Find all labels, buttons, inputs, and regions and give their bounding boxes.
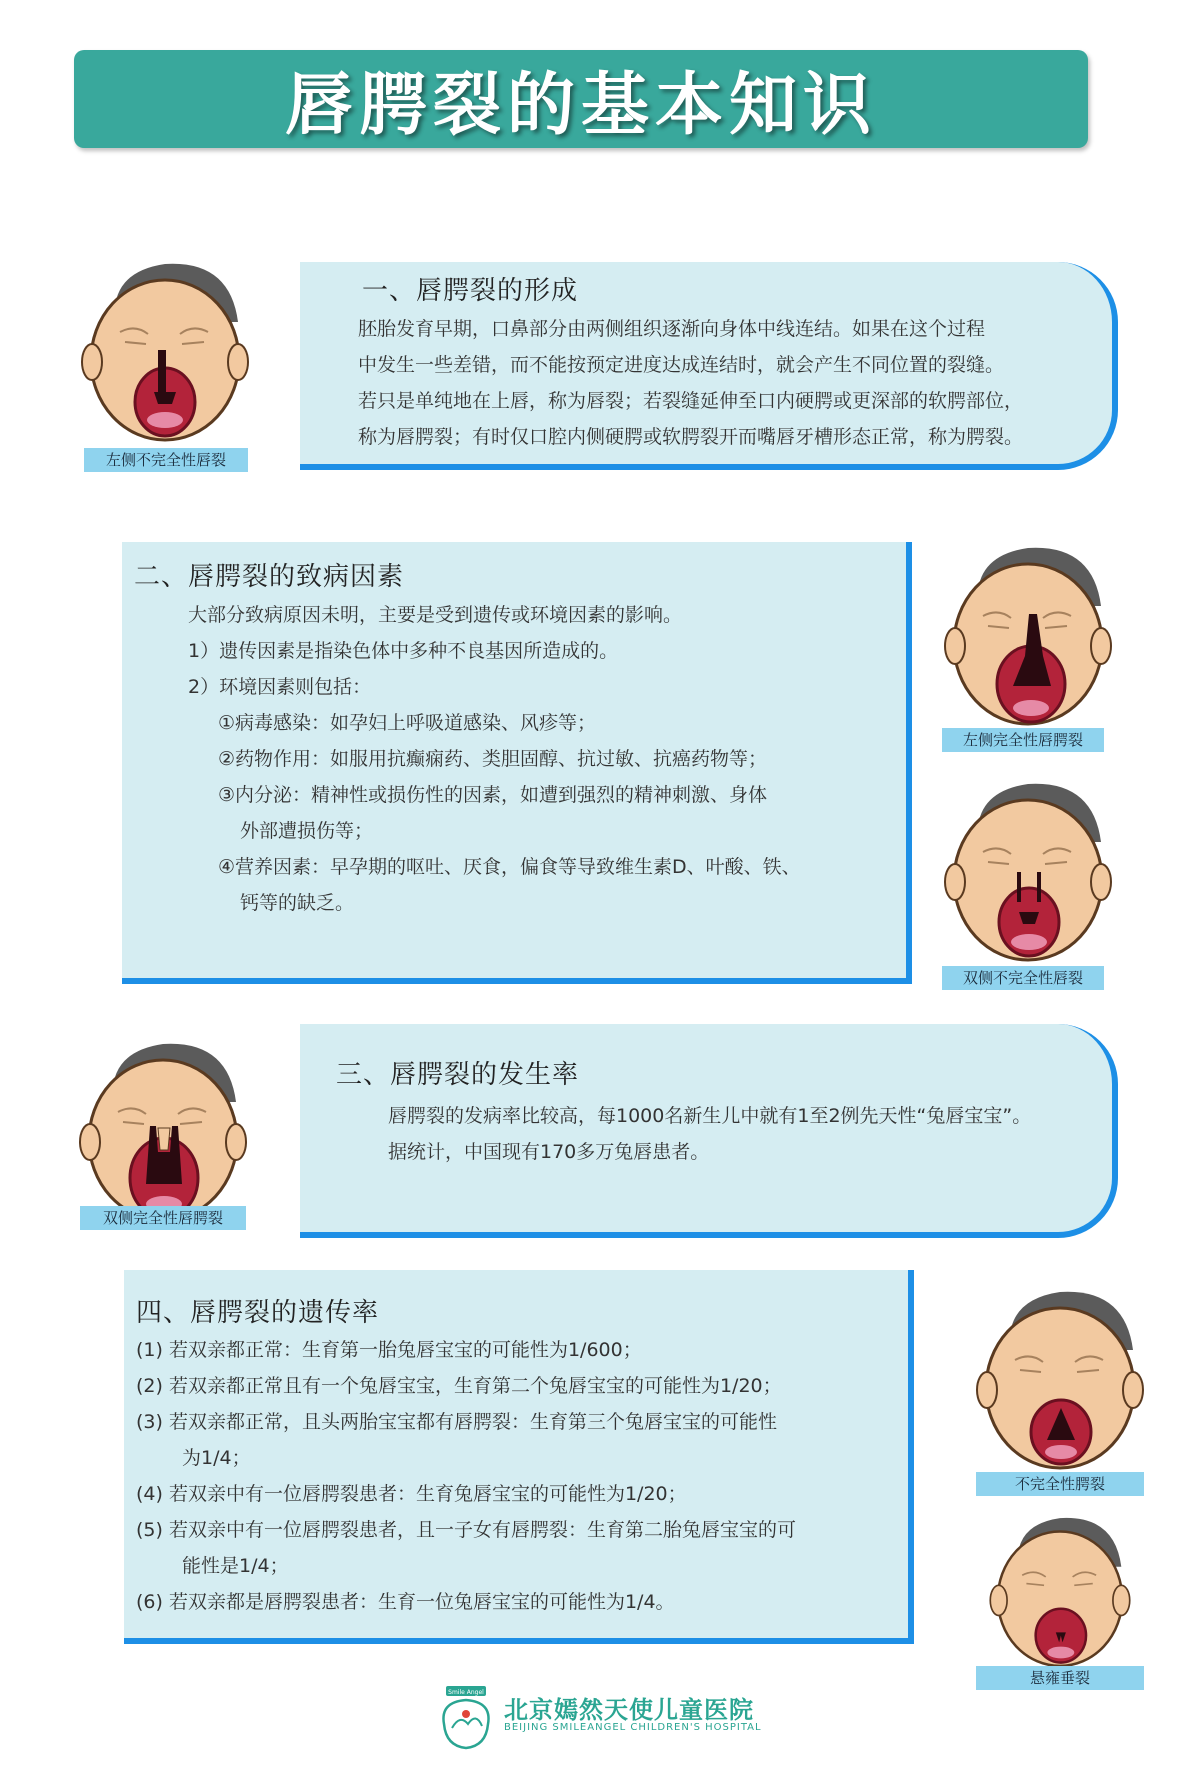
baby-face-illustration (942, 772, 1114, 972)
hospital-name-en: BEIJING SMILEANGEL CHILDREN'S HOSPITAL (504, 1722, 762, 1733)
text-line: (5) 若双亲中有一位唇腭裂患者，且一子女有唇腭裂：生育第二胎兔唇宝宝的可 (136, 1519, 796, 1541)
section-heredity-heading: 四、唇腭裂的遗传率 (136, 1298, 380, 1328)
baby-face-illustration (974, 1280, 1146, 1480)
svg-text:Smile Angel: Smile Angel (448, 1689, 484, 1696)
section-causes-text (188, 597, 801, 921)
baby-face-illustration (974, 1508, 1146, 1676)
text-line: 唇腭裂的发病率比较高，每1000名新生儿中就有1至2例先天性“兔唇宝宝”。 (388, 1105, 1032, 1127)
section-formation-text (358, 311, 1023, 455)
text-line: 为1/4； (182, 1447, 251, 1469)
text-line: ②药物作用：如服用抗癫痫药、类胆固醇、抗过敏、抗癌药物等； (218, 748, 768, 770)
text-line: (2) 若双亲都正常且有一个兔唇宝宝，生育第二个兔唇宝宝的可能性为1/20； (136, 1375, 782, 1397)
text-line: 大部分致病原因未明，主要是受到遗传或环境因素的影响。 (188, 604, 683, 626)
text-line: 能性是1/4； (182, 1555, 289, 1577)
caption-label: 双侧不完全性唇裂 (942, 966, 1104, 990)
section-incidence-heading: 三、唇腭裂的发生率 (336, 1060, 580, 1090)
baby-face-illustration (80, 252, 250, 452)
section-causes-heading: 二、唇腭裂的致病因素 (134, 562, 405, 592)
text-line: 胚胎发育早期，口鼻部分由两侧组织逐渐向身体中线连结。如果在这个过程 (358, 318, 986, 340)
section-heredity-text (136, 1332, 796, 1620)
text-line: 外部遭损伤等； (240, 820, 374, 842)
text-line: ①病毒感染：如孕妇上呼吸道感染、风疹等； (218, 712, 597, 734)
section-incidence-text (388, 1098, 1031, 1170)
text-line: (4) 若双亲中有一位唇腭裂患者：生育兔唇宝宝的可能性为1/20； (136, 1483, 687, 1505)
text-line: (6) 若双亲都是唇腭裂患者：生育一位兔唇宝宝的可能性为1/4。 (136, 1591, 675, 1613)
page-title: 唇腭裂的基本知识 (284, 65, 877, 145)
text-line: ④营养因素：早孕期的呕吐、厌食，偏食等导致维生素D、叶酸、铁、 (218, 856, 801, 878)
text-line: 1）遗传因素是指染色体中多种不良基因所造成的。 (188, 640, 619, 662)
angel-emblem-icon (436, 1684, 496, 1752)
baby-face-illustration (942, 536, 1114, 736)
text-line: (3) 若双亲都正常，且头两胎宝宝都有唇腭裂：生育第三个兔唇宝宝的可能性 (136, 1411, 777, 1433)
hospital-logo (436, 1684, 762, 1754)
text-line: 钙等的缺乏。 (240, 892, 355, 914)
text-line: 若只是单纯地在上唇，称为唇裂；若裂缝延伸至口内硬腭或更深部的软腭部位， (358, 390, 1024, 412)
caption-label: 双侧完全性唇腭裂 (80, 1206, 246, 1230)
text-line: 据统计，中国现有170多万兔唇患者。 (388, 1141, 710, 1163)
text-line: 中发生一些差错，而不能按预定进度达成连结时，就会产生不同位置的裂缝。 (358, 354, 1005, 376)
hospital-name-cn: 北京嫣然天使儿童医院 (504, 1696, 754, 1724)
text-line: (1) 若双亲都正常：生育第一胎兔唇宝宝的可能性为1/600； (136, 1339, 642, 1361)
title-banner (74, 50, 1088, 148)
caption-label: 悬雍垂裂 (976, 1666, 1144, 1690)
caption-label: 左侧完全性唇腭裂 (942, 728, 1104, 752)
section-formation-heading: 一、唇腭裂的形成 (362, 276, 579, 306)
text-line: 称为唇腭裂；有时仅口腔内侧硬腭或软腭裂开而嘴唇牙槽形态正常，称为腭裂。 (358, 426, 1024, 448)
caption-label: 左侧不完全性唇裂 (84, 448, 248, 472)
caption-label: 不完全性腭裂 (976, 1472, 1144, 1496)
baby-face-illustration (78, 1032, 248, 1232)
text-line: ③内分泌：精神性或损伤性的因素，如遭到强烈的精神刺激、身体 (218, 784, 768, 806)
text-line: 2）环境因素则包括： (188, 676, 372, 698)
